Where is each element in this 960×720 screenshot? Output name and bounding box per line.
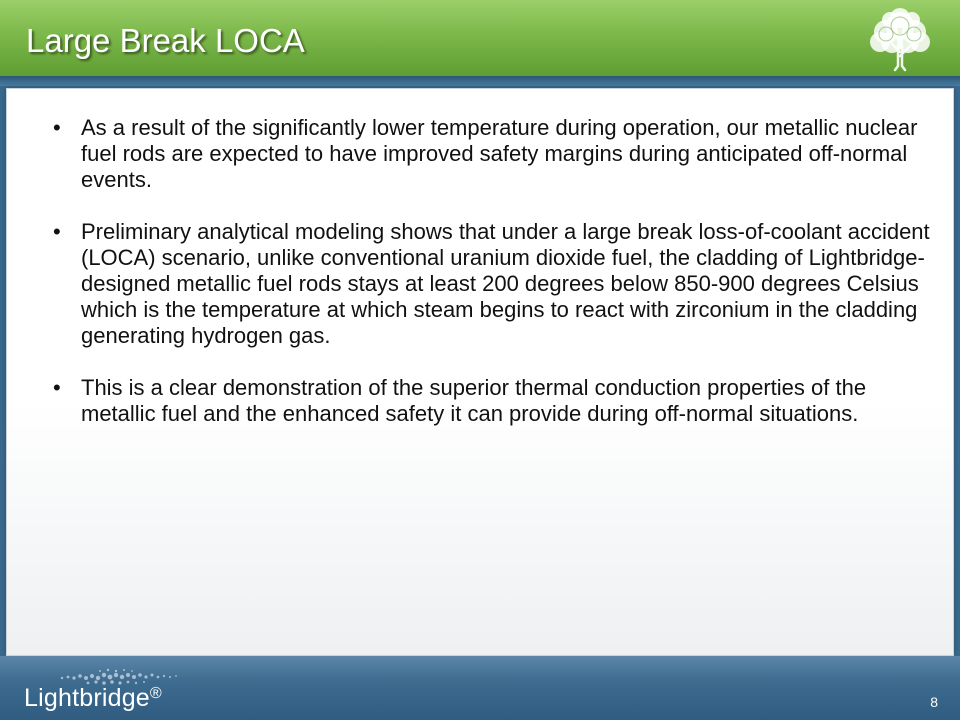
bullet-list bbox=[51, 115, 931, 453]
bullet-marker: • bbox=[53, 115, 61, 140]
bullet-text: This is a clear demonstration of the superior thermal conduction properties of the metallic fuel and the enhanced safety it can provide during off-normal situations. bbox=[81, 375, 867, 426]
lightbridge-logo bbox=[24, 684, 162, 713]
title-bar bbox=[0, 0, 960, 76]
bullet-item bbox=[51, 115, 931, 193]
bullet-text: Preliminary analytical modeling shows that under a large break loss-of-coolant accident (LOCA) scenario, unlike conventional uranium dioxide fuel, the cladding of Lightbridge-designed metallic fuel rods stays at least 200 degrees below 850-900 degrees Celsius which is the temperature at which steam begins to react with zirconium in the cladding generating hydrogen gas. bbox=[81, 219, 930, 348]
bullet-marker: • bbox=[53, 375, 61, 400]
bullet-item bbox=[51, 375, 931, 427]
content-panel bbox=[6, 88, 954, 656]
bullet-marker: • bbox=[53, 219, 61, 244]
bullet-text: As a result of the significantly lower temperature during operation, our metallic nuclear fuel rods are expected to have improved safety margins during anticipated off-normal events. bbox=[81, 115, 918, 192]
slide-title: Large Break LOCA bbox=[26, 22, 305, 59]
header-divider bbox=[0, 76, 960, 86]
tree-icon bbox=[862, 6, 938, 72]
bullet-item bbox=[51, 219, 931, 349]
logo-wordmark: Lightbridge bbox=[24, 684, 150, 712]
registered-mark: ® bbox=[149, 685, 162, 702]
page-number: 8 bbox=[930, 694, 938, 710]
footer-bar bbox=[0, 656, 960, 720]
